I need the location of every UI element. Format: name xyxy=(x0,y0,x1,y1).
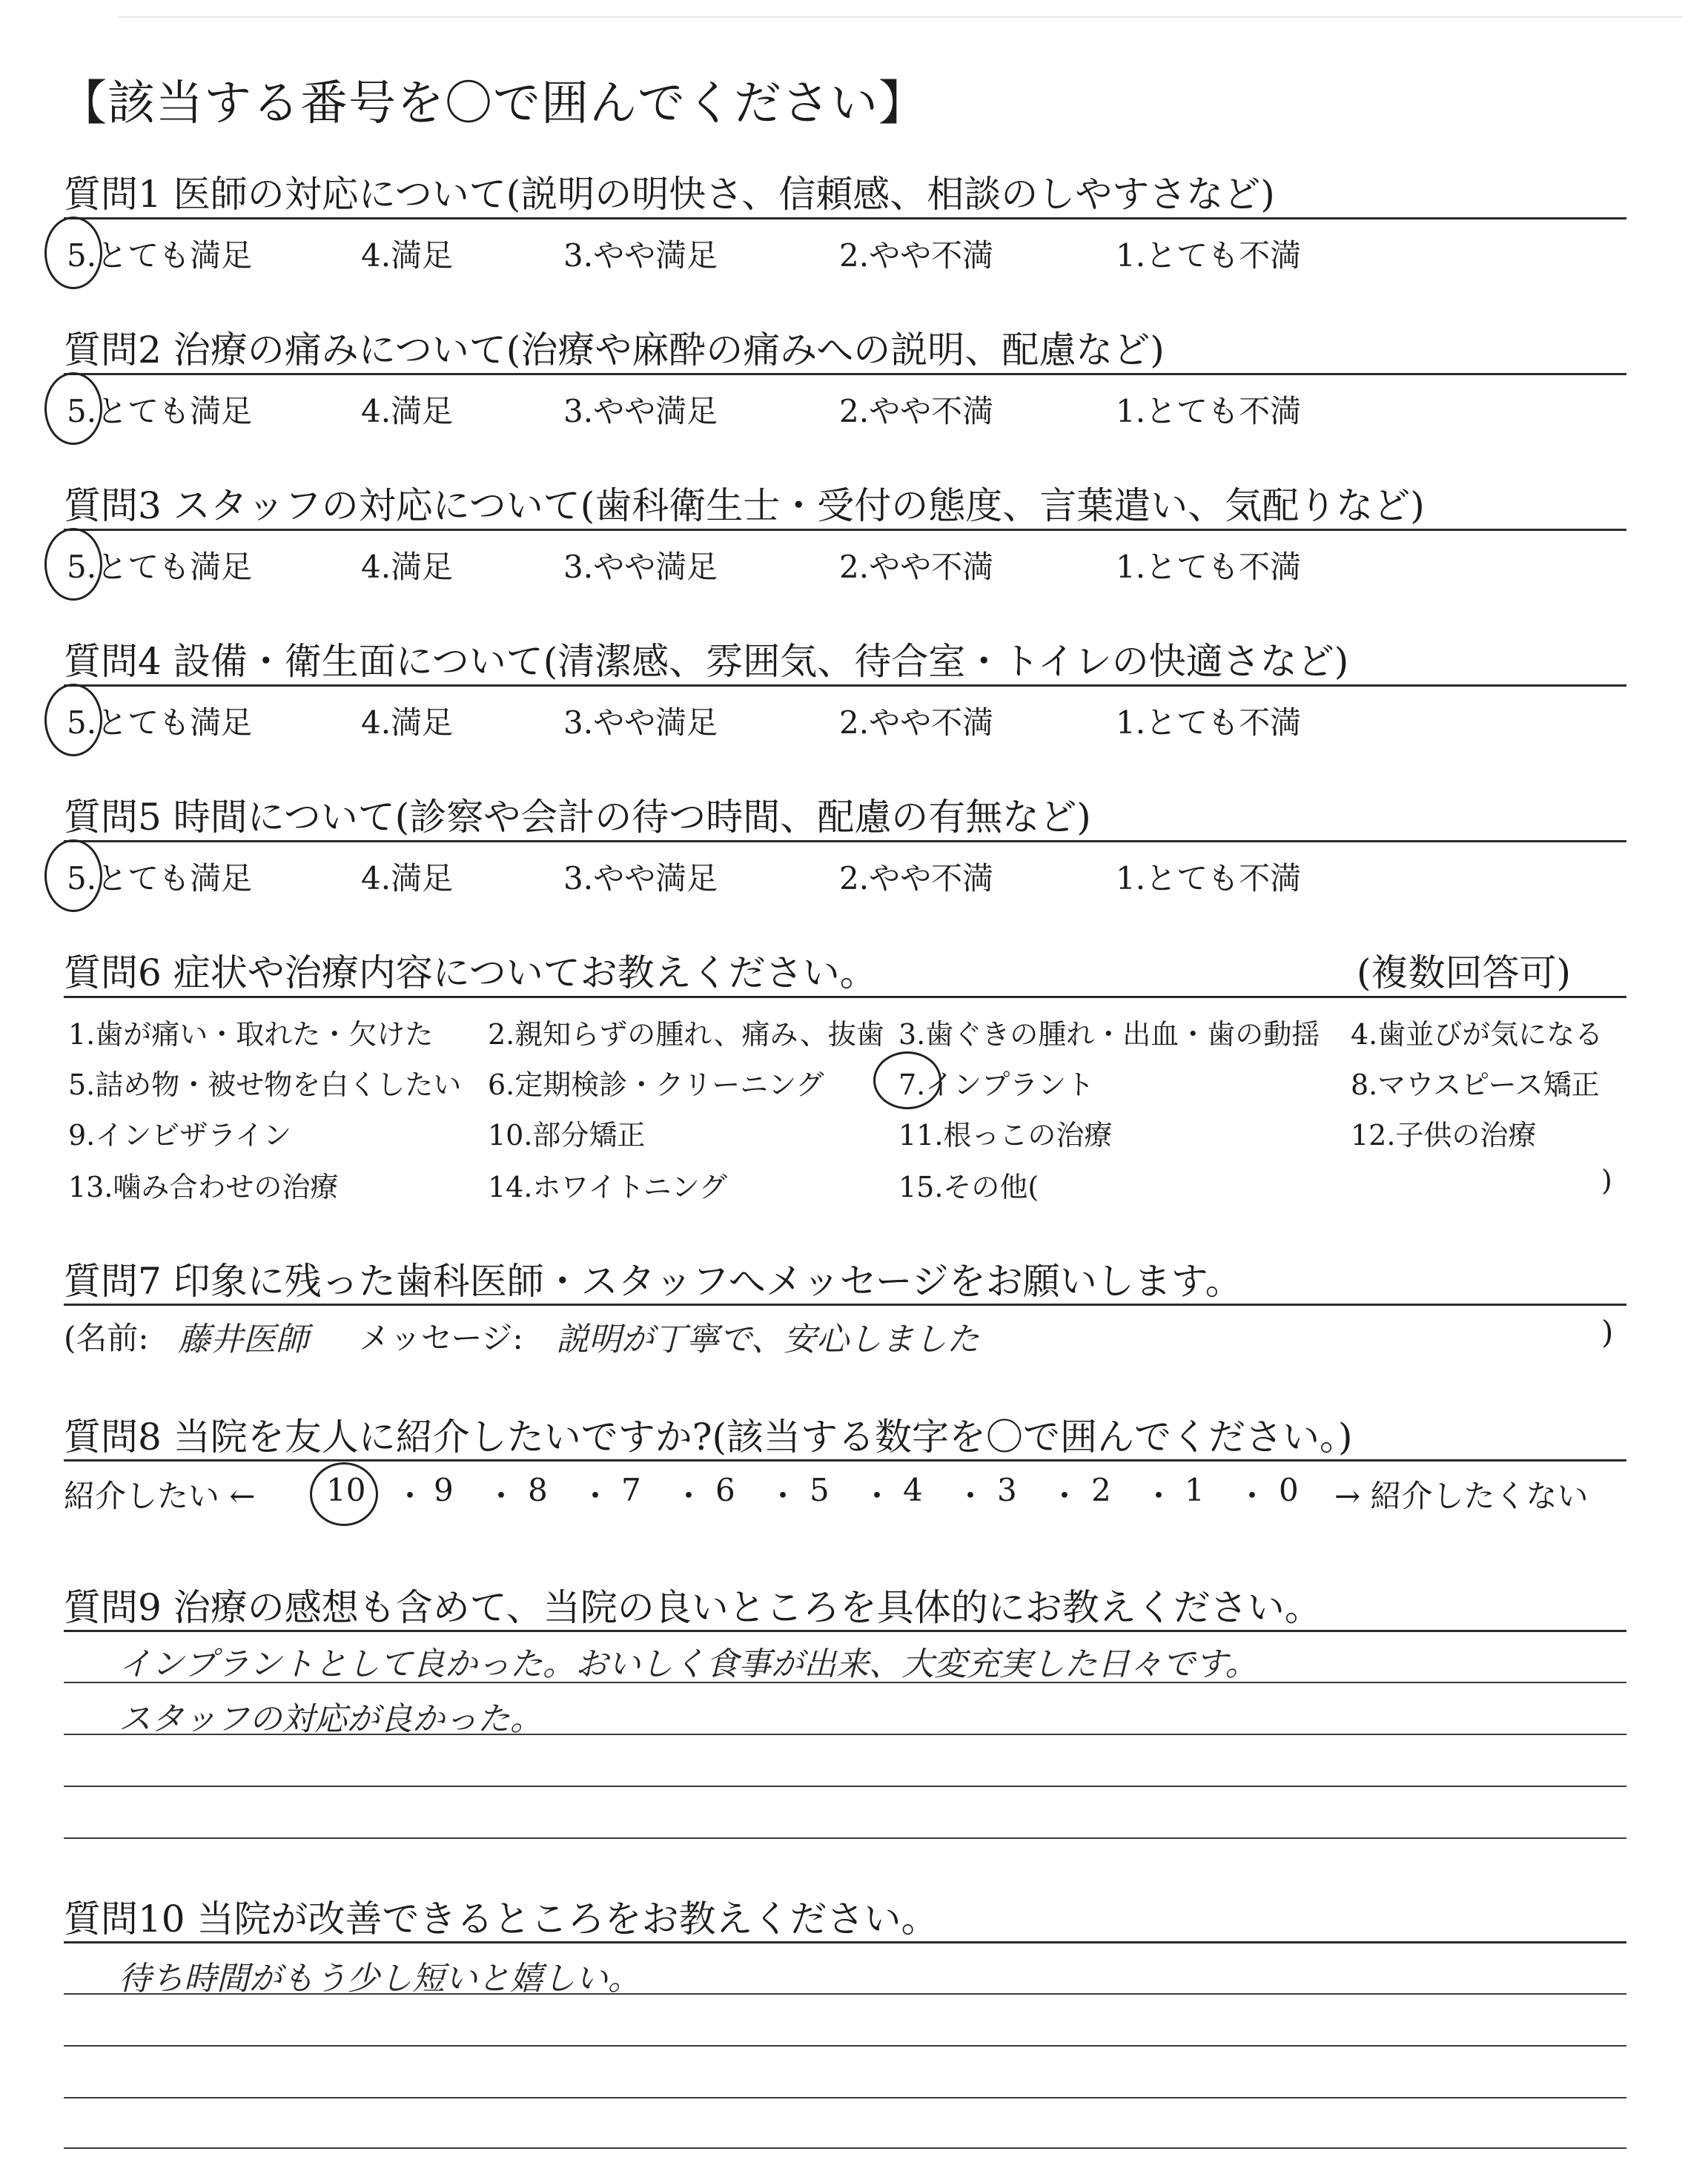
q1-option-5[interactable]: 5.とても満足 xyxy=(67,237,253,274)
q8-dot: ・ xyxy=(673,1478,705,1514)
q2-option-5[interactable]: 5.とても満足 xyxy=(67,393,253,429)
q6-option-8[interactable]: 8.マウスピース矯正 xyxy=(1351,1069,1600,1101)
q8-dot: ・ xyxy=(394,1478,426,1514)
q6-option-14[interactable]: 14.ホワイトニング xyxy=(488,1171,728,1203)
q8-dot: ・ xyxy=(486,1478,517,1514)
q8-scale-4[interactable]: 4 xyxy=(903,1472,923,1508)
q3-option-3[interactable]: 3.やや満足 xyxy=(563,549,718,585)
q8-scale-7[interactable]: 7 xyxy=(621,1472,641,1508)
q5-option-5[interactable]: 5.とても満足 xyxy=(67,860,253,896)
q3-selection-circle xyxy=(44,528,102,601)
q8-left-label: 紹介したい ← xyxy=(64,1478,256,1514)
q10-answer-rule xyxy=(64,2097,1626,2098)
q4-option-4[interactable]: 4.満足 xyxy=(361,704,454,741)
q4-option-2[interactable]: 2.やや不満 xyxy=(839,704,994,741)
q6-option-11[interactable]: 11.根っこの治療 xyxy=(898,1119,1113,1152)
q1-option-3[interactable]: 3.やや満足 xyxy=(563,237,718,274)
q6-option-5[interactable]: 5.詰め物・被せ物を白くしたい xyxy=(68,1069,462,1101)
question-6-rule xyxy=(64,996,1626,998)
question-6-title: 質問6 症状や治療内容についてお教えください。 xyxy=(64,951,877,994)
q6-option-3[interactable]: 3.歯ぐきの腫れ・出血・歯の動揺 xyxy=(898,1018,1320,1051)
q7-message-value[interactable]: 説明が丁寧で、安心しました xyxy=(556,1321,980,1358)
q8-scale-1[interactable]: 1 xyxy=(1185,1472,1205,1508)
q10-answer-rule xyxy=(64,2147,1626,2149)
question-10-title: 質問10 当院が改善できるところをお教えください。 xyxy=(64,1898,939,1941)
q6-option-15-close: ) xyxy=(1601,1164,1612,1197)
q6-option-9[interactable]: 9.インビザライン xyxy=(68,1119,292,1152)
q7-name-value[interactable]: 藤井医師 xyxy=(178,1321,308,1358)
q6-selection-circle xyxy=(873,1051,941,1109)
question-5-title: 質問5 時間について(診察や会計の待つ時間、配慮の有無など) xyxy=(64,796,1091,839)
q5-option-4[interactable]: 4.満足 xyxy=(361,860,454,896)
q8-dot: ・ xyxy=(1143,1478,1175,1514)
q8-dot: ・ xyxy=(580,1478,612,1514)
q7-close-paren: ) xyxy=(1601,1314,1614,1350)
q10-answer-line-1[interactable]: 待ち時間がもう少し短いと嬉しい。 xyxy=(119,1960,640,1998)
q4-selection-circle xyxy=(44,684,102,756)
q9-answer-rule xyxy=(64,1734,1626,1735)
q8-selection-circle xyxy=(310,1462,378,1526)
q6-option-4[interactable]: 4.歯並びが気になる xyxy=(1351,1018,1603,1051)
question-3-rule xyxy=(64,529,1626,531)
q6-option-6[interactable]: 6.定期検診・クリーニング xyxy=(488,1069,824,1101)
q2-selection-circle xyxy=(44,372,102,445)
question-7-rule xyxy=(64,1304,1626,1306)
question-1-rule xyxy=(64,217,1626,219)
q8-scale-8[interactable]: 8 xyxy=(528,1472,548,1508)
q4-option-3[interactable]: 3.やや満足 xyxy=(563,704,718,741)
q8-dot: ・ xyxy=(1237,1478,1268,1514)
q2-option-4[interactable]: 4.満足 xyxy=(361,393,454,429)
q6-option-12[interactable]: 12.子供の治療 xyxy=(1351,1119,1537,1152)
q6-option-2[interactable]: 2.親知らずの腫れ、痛み、抜歯 xyxy=(488,1018,884,1051)
q8-scale-0[interactable]: 0 xyxy=(1279,1472,1299,1508)
q2-option-3[interactable]: 3.やや満足 xyxy=(563,393,718,429)
q2-option-1[interactable]: 1.とても不満 xyxy=(1116,393,1302,429)
top-edge-line xyxy=(119,16,1683,18)
q8-dot: ・ xyxy=(861,1478,893,1514)
q5-option-3[interactable]: 3.やや満足 xyxy=(563,860,718,896)
question-8-rule xyxy=(64,1459,1626,1462)
q9-answer-line-1[interactable]: インプラントとして良かった。おいしく食事が出来、大変充実した日々です。 xyxy=(119,1645,1258,1683)
q9-answer-rule xyxy=(64,1786,1626,1787)
q8-scale-3[interactable]: 3 xyxy=(997,1472,1017,1508)
q8-scale-2[interactable]: 2 xyxy=(1091,1472,1111,1508)
q9-answer-rule xyxy=(64,1837,1626,1839)
instruction-heading: 【該当する番号を〇で囲んでください】 xyxy=(59,76,927,131)
q6-option-1[interactable]: 1.歯が痛い・取れた・欠けた xyxy=(68,1018,434,1051)
q10-answer-rule xyxy=(64,2045,1626,2047)
question-7-title: 質問7 印象に残った歯科医師・スタッフへメッセージをお願いします。 xyxy=(64,1260,1242,1303)
q1-option-4[interactable]: 4.満足 xyxy=(361,237,454,274)
question-1-title: 質問1 医師の対応について(説明の明快さ、信頼感、相談のしやすさなど) xyxy=(64,173,1275,216)
q4-option-5[interactable]: 5.とても満足 xyxy=(67,704,253,741)
q1-selection-circle xyxy=(44,217,102,289)
question-4-title: 質問4 設備・衛生面について(清潔感、雰囲気、待合室・トイレの快適さなど) xyxy=(64,640,1349,683)
q4-option-1[interactable]: 1.とても不満 xyxy=(1116,704,1302,741)
q9-answer-line-2[interactable]: スタッフの対応が良かった。 xyxy=(119,1700,543,1738)
q7-name-label: (名前: xyxy=(64,1320,149,1356)
q6-option-13[interactable]: 13.噛み合わせの治療 xyxy=(68,1171,339,1203)
q6-option-15[interactable]: 15.その他( xyxy=(898,1171,1039,1203)
q8-scale-9[interactable]: 9 xyxy=(434,1472,454,1508)
question-5-rule xyxy=(64,840,1626,842)
q5-option-2[interactable]: 2.やや不満 xyxy=(839,860,994,896)
question-4-rule xyxy=(64,684,1626,687)
q3-option-4[interactable]: 4.満足 xyxy=(361,549,454,585)
q5-selection-circle xyxy=(44,839,102,912)
q1-option-1[interactable]: 1.とても不満 xyxy=(1116,237,1302,274)
q3-option-1[interactable]: 1.とても不満 xyxy=(1116,549,1302,585)
q6-option-10[interactable]: 10.部分矯正 xyxy=(488,1119,646,1152)
q3-option-2[interactable]: 2.やや不満 xyxy=(839,549,994,585)
q9-answer-rule xyxy=(64,1682,1626,1683)
q2-option-2[interactable]: 2.やや不満 xyxy=(839,393,994,429)
q5-option-1[interactable]: 1.とても不満 xyxy=(1116,860,1302,896)
q8-dot: ・ xyxy=(955,1478,987,1514)
question-9-title: 質問9 治療の感想も含めて、当院の良いところを具体的にお教えください。 xyxy=(64,1586,1322,1629)
question-8-title: 質問8 当院を友人に紹介したいですか?(該当する数字を〇で囲んでください。) xyxy=(64,1416,1353,1459)
question-3-title: 質問3 スタッフの対応について(歯科衛生士・受付の態度、言葉遣い、気配りなど) xyxy=(64,484,1425,527)
q8-right-label: → 紹介したくない xyxy=(1334,1478,1589,1514)
q8-dot: ・ xyxy=(767,1478,799,1514)
q10-answer-rule xyxy=(64,1993,1626,1995)
q8-dot: ・ xyxy=(1049,1478,1081,1514)
question-2-rule xyxy=(64,373,1626,375)
q6-option-7[interactable]: 7.インプラント xyxy=(898,1069,1095,1101)
q3-option-5[interactable]: 5.とても満足 xyxy=(67,549,253,585)
question-10-rule xyxy=(64,1941,1626,1943)
question-9-rule xyxy=(64,1630,1626,1632)
q8-scale-10[interactable]: 10 xyxy=(326,1472,366,1508)
q8-scale-6[interactable]: 6 xyxy=(715,1472,735,1508)
q7-message-label: メッセージ: xyxy=(359,1320,523,1356)
question-2-title: 質問2 治療の痛みについて(治療や麻酔の痛みへの説明、配慮など) xyxy=(64,328,1165,371)
q8-scale-5[interactable]: 5 xyxy=(810,1472,830,1508)
q1-option-2[interactable]: 2.やや不満 xyxy=(839,237,994,274)
question-6-note: (複数回答可) xyxy=(1357,951,1572,994)
